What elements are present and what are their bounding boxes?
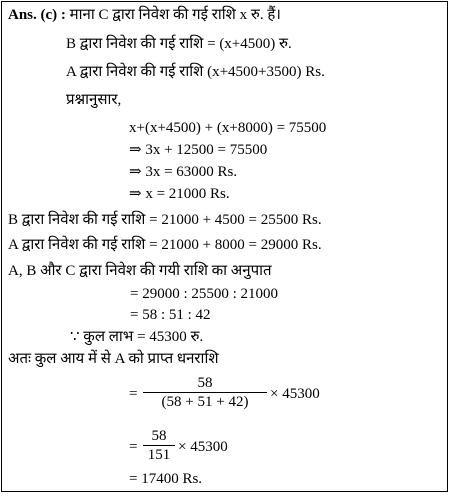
b-amount-line: B द्वारा निवेश की गई राशि = 21000 + 4500 = 25500 Rs. [8,212,322,228]
fraction-2-numerator: 58 [151,428,167,444]
frac1-equals: = [129,386,138,402]
fraction-2-denominator: 151 [147,447,171,463]
a-investment-line: A द्वारा निवेश की गई राशि (x+4500+3500) Rs. [66,64,325,80]
fraction-1-numerator: 58 [197,375,213,391]
answer-line [8,6,281,24]
fraction-1-denominator: (58 + 51 + 42) [161,394,249,410]
equation-line: x+(x+4500) + (x+8000) = 75500 [129,120,327,136]
frac1-multiplier: × 45300 [270,386,320,402]
fraction-2 [143,427,175,464]
ratio-line-1: = 29000 : 25500 : 21000 [130,286,279,302]
question-says-line: प्रश्नानुसार, [66,92,122,108]
step-line-2: ⇒ 3x = 63000 Rs. [129,164,238,180]
ratio-heading-line: A, B और C द्वारा निवेश की गयी राशि का अनुपात [8,263,272,279]
step-line-3: ⇒ x = 21000 Rs. [129,186,230,202]
share-heading-line: अतः कुल आय में से A को प्राप्त धनराशि [8,351,219,367]
profit-line: ∵ कुल लाभ = 45300 रु. [70,329,204,345]
a-amount-line: A द्वारा निवेश की गई राशि = 21000 + 8000 = 29000 Rs. [8,237,322,253]
assumption-text: माना C द्वारा निवेश की गई राशि x रु. हैं। [65,7,281,23]
b-investment-line: B द्वारा निवेश की गई राशि = (x+4500) रु. [66,36,292,52]
ratio-line-2: = 58 : 51 : 42 [130,307,211,323]
final-answer-line: = 17400 Rs. [129,471,203,487]
frac2-equals: = [129,439,138,455]
fraction-1 [143,374,267,411]
answer-colon: : [57,7,66,23]
frac2-multiplier: × 45300 [178,439,228,455]
step-line-1: ⇒ 3x + 12500 = 75500 [129,142,268,158]
answer-label: Ans. (c) [8,7,58,23]
